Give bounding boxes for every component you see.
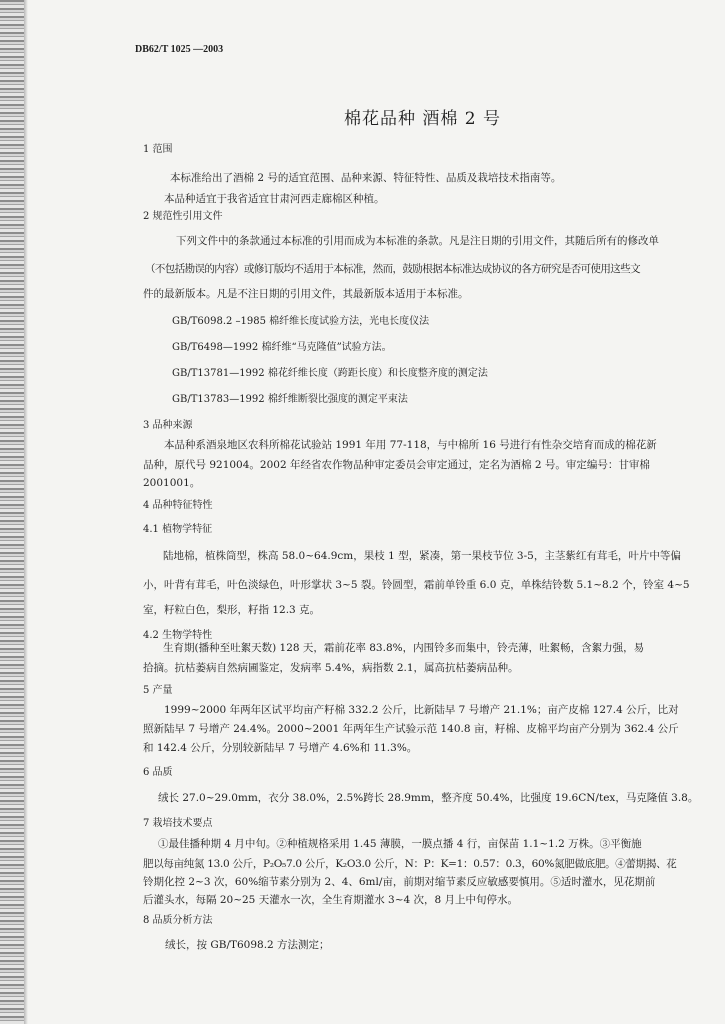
standard-code: DB62/T 1025 —2003 [135,44,224,55]
body-line: 1999~2000 年两年区试平均亩产籽棉 332.2 公斤，比新陆早 7 号增产 21.1%；亩产皮棉 127.4 公斤，比对 [164,704,679,716]
body-line: 照新陆早 7 号增产 24.4%。2000~2001 年两年生产试验示范 140.8 亩，籽棉、皮棉平均亩产分别为 362.4 公斤 [143,723,679,735]
section-heading-normative: 2 规范性引用文件 [143,211,223,222]
scan-shadow [24,0,28,1024]
reference-item: GB/T13783—1992 棉纤维断裂比强度的测定平束法 [172,394,408,405]
body-line: 室，籽粒白色，梨形，籽指 12.3 克。 [143,604,321,616]
body-line: 件的最新版本。凡是不注日期的引用文件，其最新版本适用于本标准。 [143,288,469,300]
body-line: 下列文件中的条款通过本标准的引用而成为本标准的条款。凡是注日期的引用文件，其随后所有的修改单 [176,235,659,247]
section-heading-cultivation: 7 栽培技术要点 [143,818,213,829]
body-line: 本品种系酒泉地区农科所棉花试验站 1991 年用 77-118，与中棉所 16 号进行有性杂交培育而成的棉花新 [164,439,657,451]
reference-item: GB/T13781—1992 棉花纤维长度（跨距长度）和长度整齐度的测定法 [172,368,488,379]
body-line: 陆地棉，植株筒型，株高 58.0~64.9cm，果枝 1 型，紧凑，第一果枝节位 3-5，主茎紫红有茸毛，叶片中等偏 [163,550,681,562]
body-line: 铃期化控 2~3 次，60%缩节素分别为 2、4、6ml/亩，前期对缩节素反应敏感要慎用。⑤适时灌水，见花期前 [143,876,656,888]
body-line: 本品种适宜于我省适宜甘肃河西走廊棉区种植。 [164,193,385,205]
body-line: 和 142.4 公斤，分别较新陆早 7 号增产 4.6%和 11.3%。 [143,742,418,754]
body-line: 肥以每亩纯氮 13.0 公斤，P₂O₅7.0 公斤，K₂O3.0 公斤，N：P：K=1：0.57：0.3，60%氮肥做底肥。④蕾期揭、花 [143,858,677,870]
scan-binding-edge [0,0,24,1024]
section-heading-quality: 6 品质 [143,767,173,778]
section-heading-analysis: 8 品质分析方法 [143,915,213,926]
body-line: ①最佳播种期 4 月中旬。②种植规格采用 1.45 薄膜，一膜点播 4 行，亩保苗 1.1~1.2 万株。③平衡施 [158,838,642,850]
section-heading-scope: 1 范围 [143,144,173,155]
reference-item: GB/T6498—1992 棉纤维“马克隆值”试验方法。 [172,342,392,353]
section-heading-traits: 4 品种特征特性 [143,500,213,511]
body-line: 绒长 27.0~29.0mm，衣分 38.0%，2.5%跨长 28.9mm，整齐度 50.4%，比强度 19.6CN/tex，马克隆值 3.8。 [158,792,699,804]
body-line: 拾摘。抗枯萎病自然病圃鉴定，发病率 5.4%，病指数 2.1，属高抗枯萎病品种。 [143,662,519,674]
body-line: 小，叶背有茸毛，叶色淡绿色，叶形掌状 3~5 裂。铃圆型，霜前单铃重 6.0 克，单株结铃数 5.1~8.2 个，铃室 4~5 [143,579,690,591]
subsection-heading-bio: 4.2 生物学特性 [143,630,213,641]
body-line: （不包括勘误的内容）或修订版均不适用于本标准，然而，鼓励根据本标准达成协议的各方研究是否可使用这些文 [145,263,640,275]
document-title: 棉花品种 酒棉 2 号 [344,109,502,129]
body-line: 本标准给出了酒棉 2 号的适宜范围、品种来源、特征特性、品质及栽培技术指南等。 [170,172,562,184]
subsection-heading-plant: 4.1 植物学特征 [143,524,213,535]
section-heading-yield: 5 产量 [143,685,173,696]
body-line: 生育期(播种至吐絮天数) 128 天，霜前花率 83.8%，内围铃多而集中，铃壳薄，吐絮畅，含絮力强，易 [163,642,645,654]
section-heading-origin: 3 品种来源 [143,420,193,431]
body-line: 2001001。 [143,477,201,489]
body-line: 品种，原代号 921004。2002 年经省农作物品种审定委员会审定通过，定名为酒棉 2 号。审定编号：甘审棉 [143,459,650,471]
reference-item: GB/T6098.2 –1985 棉纤维长度试验方法，光电长度仪法 [172,316,430,327]
body-line: 绒长，按 GB/T6098.2 方法测定； [165,939,330,951]
body-line: 后灌头水，每隔 20~25 天灌水一次，全生育期灌水 3~4 次，8 月上中旬停水。 [143,894,519,906]
